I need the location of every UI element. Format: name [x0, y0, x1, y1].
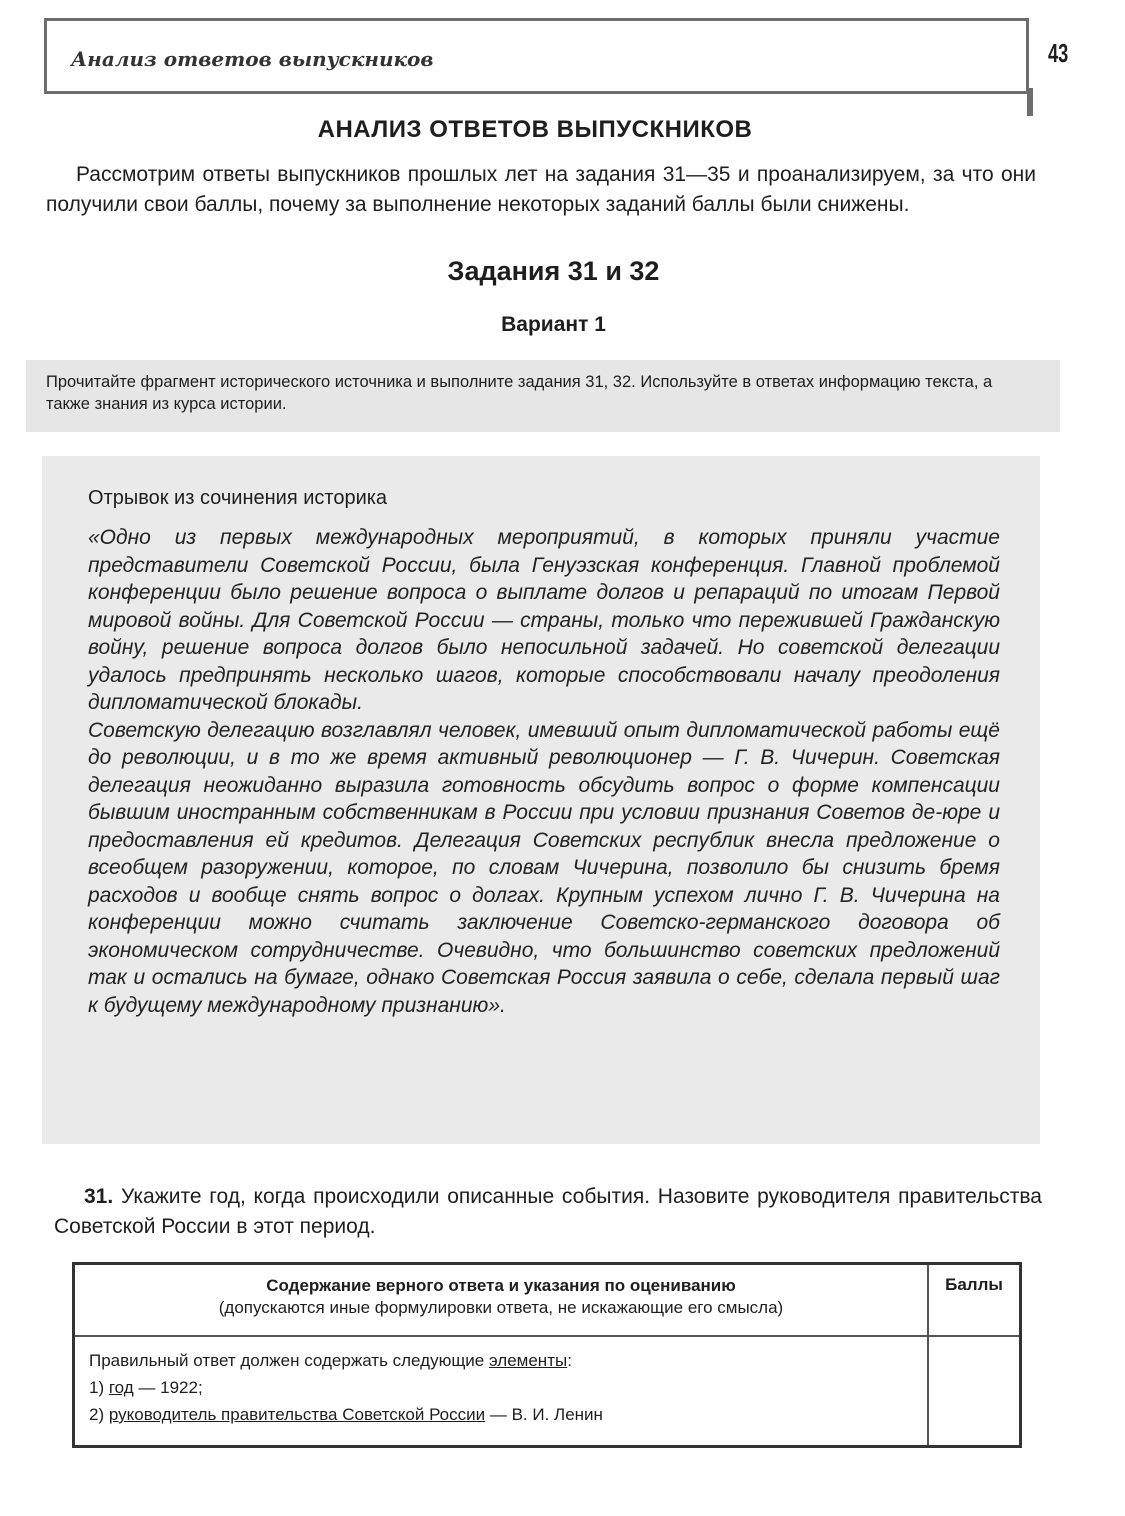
variant-heading: Вариант 1 — [501, 313, 606, 336]
table-header-note: (допускаются иные формулировки ответа, не искажающие его смысла) — [218, 1298, 784, 1317]
header-divider — [1027, 88, 1033, 116]
answer-item-number: 1) — [89, 1378, 105, 1397]
instruction-box — [26, 360, 1060, 432]
source-paragraph: «Одно из первых международных мероприятий, в которых приняли участие представители Советской России, была Генуэзская конференция. Главной проблемой конференции было решение вопроса о выплате долгов и репараций по итогам Первой мировой войны. Для Советской России — страны, только что пережившей Гражданскую войну, решение вопроса долгов было непосильной задачей. Но советской делегации удалось предпринять несколько шагов, которые способствовали началу преодоления дипломатической блокады. — [88, 526, 1000, 714]
answer-table — [72, 1262, 1022, 1448]
table-header-points: Баллы — [945, 1275, 1003, 1294]
question-text: Укажите год, когда происходили описанные события. Назовите руководителя правительства Советской России в этот период. — [54, 1185, 1042, 1238]
question-31 — [54, 1182, 1042, 1242]
page-number: 43 — [1048, 38, 1069, 68]
source-paragraph: Советскую делегацию возглавлял человек, имевший опыт дипломатической работы ещё до революции, и в то же время активный революционер — Г. В. Чичерин. Советская делегация неожиданно выразила готовность обсудить вопрос о форме компенсации бывшим иностранным собственникам в России при условии признания Советов де-юре и предоставления ей кредитов. Делегация Советских республик внесла предложение о всеобщем разоружении, которое, по словам Чичерина, позволило бы снизить бремя расходов и вообще снять вопрос о долгах. Крупным успехом лично Г. В. Чичерина на конференции можно считать заключение Советско-германского договора об экономическом сотрудничестве. Очевидно, что большинство советских предложений так и остались на бумаге, однако Советская Россия заявила о себе, сделала первый шаг к будущему международному признанию». — [88, 718, 1000, 1017]
table-header-title: Содержание верного ответа и указания по оцениванию — [266, 1276, 736, 1295]
source-text — [88, 524, 1000, 1019]
table-header-content — [75, 1275, 927, 1319]
main-heading: АНАЛИЗ ОТВЕТОВ ВЫПУСКНИКОВ — [317, 116, 753, 143]
answer-item-label: руководитель правительства Советской России — [108, 1405, 486, 1424]
answer-item-value: — 1922; — [138, 1378, 203, 1397]
answer-item-value: — В. И. Ленин — [489, 1405, 603, 1424]
answer-lead-prefix: Правильный ответ должен содержать следующие — [89, 1351, 485, 1370]
source-title: Отрывок из сочинения историка — [88, 487, 388, 509]
answer-item-1 — [89, 1374, 919, 1401]
question-number: 31. — [84, 1185, 114, 1208]
tasks-heading: Задания 31 и 32 — [447, 256, 660, 286]
answer-item-label: год — [108, 1378, 134, 1397]
source-excerpt-box — [42, 456, 1040, 1144]
intro-paragraph: Рассмотрим ответы выпускников прошлых лет на задания 31—35 и проанализируем, за что они получили свои баллы, почему за выполнение некоторых заданий баллы были снижены. — [46, 163, 1036, 216]
answer-item-2 — [89, 1401, 919, 1428]
answer-item-number: 2) — [89, 1405, 105, 1424]
answer-body — [89, 1347, 919, 1428]
running-header-title: Анализ ответов выпускников — [71, 47, 434, 71]
answer-lead-suffix: : — [567, 1351, 572, 1370]
answer-lead-underlined: элементы — [488, 1351, 568, 1370]
table-row-divider — [75, 1335, 1019, 1337]
instruction-text: Прочитайте фрагмент исторического источника и выполните задания 31, 32. Используйте в ответах информацию текста, а также знания из курса истории. — [46, 373, 993, 413]
running-header-box — [44, 18, 1029, 94]
answer-lead — [89, 1347, 919, 1374]
